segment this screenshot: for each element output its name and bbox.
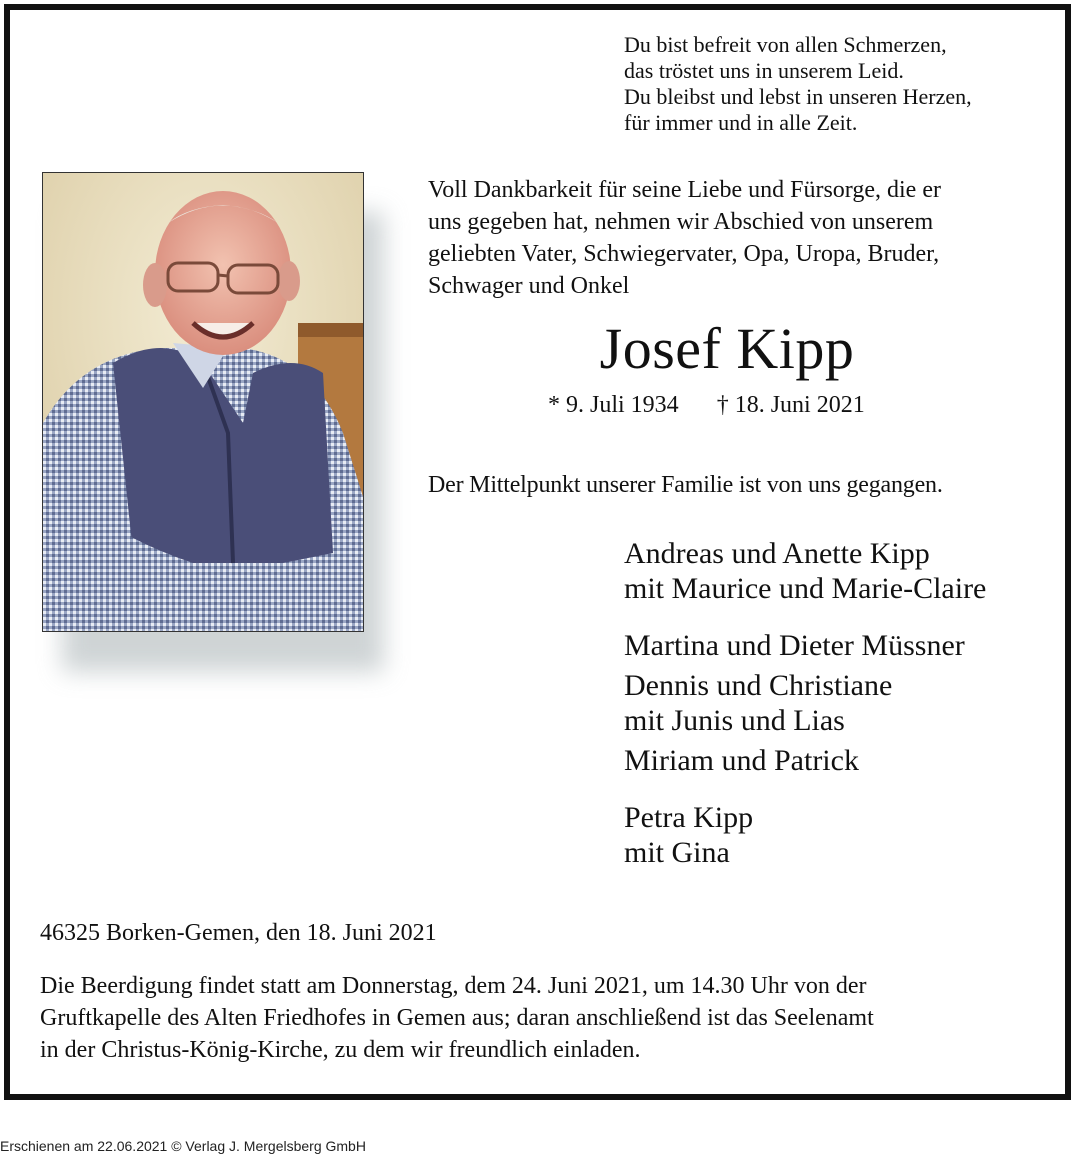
intro-line: Voll Dankbarkeit für seine Liebe und Fürsorge, die er [428, 177, 941, 203]
intro-line: uns gegeben hat, nehmen wir Abschied von unserem [428, 209, 934, 235]
poem-line: Du bleibst und lebst in unseren Herzen, [624, 84, 972, 109]
mourner-line: mit Junis und Lias [624, 704, 845, 737]
mourner-group [624, 536, 1054, 606]
intro-line: geliebten Vater, Schwiegervater, Opa, Uropa, Bruder, [428, 241, 940, 267]
mourner-line: mit Gina [624, 836, 730, 869]
mourner-line: Miriam und Patrick [624, 744, 859, 777]
death-date: † 18. Juni 2021 [716, 392, 865, 418]
life-dates [548, 390, 865, 420]
mourner-line: Andreas und Anette Kipp [624, 537, 930, 570]
poem-line: für immer und in alle Zeit. [624, 110, 858, 135]
poem-line: das tröstet uns in unserem Leid. [624, 58, 904, 83]
mourner-line: Martina und Dieter Müssner [624, 629, 965, 662]
funeral-line: Gruftkapelle des Alten Friedhofes in Gemen aus; daran anschließend ist das Seelenamt [40, 1005, 874, 1031]
birth-date: * 9. Juli 1934 [548, 392, 679, 418]
mourner-group [624, 743, 1054, 778]
portrait-photo [42, 172, 364, 632]
intro-text [428, 174, 1026, 302]
place-and-date: 46325 Borken-Gemen, den 18. Juni 2021 [40, 920, 437, 946]
intro-line: Schwager und Onkel [428, 273, 630, 299]
mourner-group [624, 628, 1054, 663]
funeral-notice [40, 970, 1030, 1066]
funeral-line: in der Christus-König-Kirche, zu dem wir freundlich einladen. [40, 1037, 641, 1063]
mourner-line: Petra Kipp [624, 801, 754, 834]
mourners-list [624, 536, 1054, 892]
mourner-line: mit Maurice und Marie-Claire [624, 572, 987, 605]
funeral-line: Die Beerdigung findet statt am Donnerstag, dem 24. Juni 2021, um 14.30 Uhr von der [40, 973, 867, 999]
photo-frame [42, 172, 364, 632]
family-center-line: Der Mittelpunkt unserer Familie ist von uns gegangen. [428, 472, 943, 498]
poem [624, 32, 1044, 136]
poem-line: Du bist befreit von allen Schmerzen, [624, 32, 947, 57]
publication-footer: Erschienen am 22.06.2021 © Verlag J. Mergelsberg GmbH [0, 1138, 366, 1154]
mourner-group [624, 668, 1054, 738]
mourner-line: Dennis und Christiane [624, 669, 893, 702]
deceased-name: Josef Kipp [599, 316, 855, 381]
mourner-group [624, 800, 1054, 870]
portrait-photo-icon [43, 173, 364, 632]
